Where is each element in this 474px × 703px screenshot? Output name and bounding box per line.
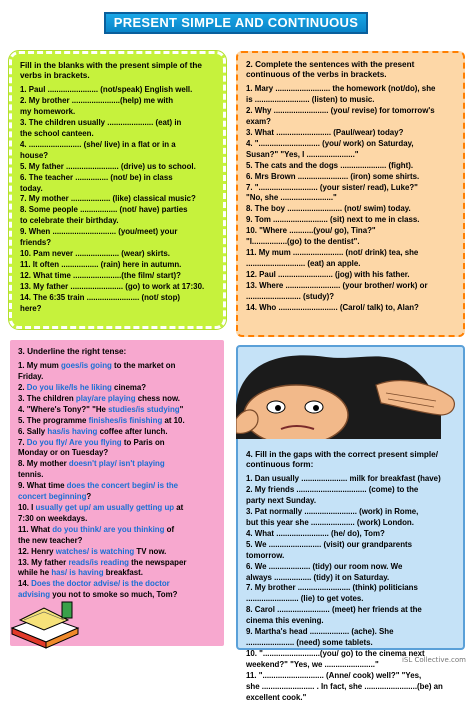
exercise-line: tomorrow. xyxy=(246,550,285,560)
line-text: of xyxy=(164,524,175,534)
exercise-line: 6. We ................... (tidy) our room now. We xyxy=(246,561,403,571)
exercise-line: 10. "Where ...........(you/ go), Tina?" xyxy=(246,226,376,236)
line-text: the new teacher? xyxy=(18,535,83,545)
exercise-line: 14. Who ........................... (Carol/ talk) to, Alan? xyxy=(246,302,419,312)
exercise-line: ......................... (study)? xyxy=(246,291,335,301)
tense-option[interactable]: concert beginning xyxy=(18,492,87,502)
exercise-line: ........................... (eat) an apple. xyxy=(246,258,361,268)
exercise-line xyxy=(18,525,218,536)
exercise-line: friends? xyxy=(20,238,52,248)
line-text: 2. xyxy=(18,383,27,393)
tense-option[interactable]: studies/is studying xyxy=(108,404,180,414)
line-text: the newspaper xyxy=(128,557,187,567)
tense-option[interactable]: advising xyxy=(18,590,51,600)
exercise-line: 7. My mother .................. (like) classical music? xyxy=(20,194,196,204)
exercise-line: 3. Pat normally ........................ (work) in Rome, xyxy=(246,507,419,517)
line-text: 1. My mum xyxy=(18,361,61,371)
exercise-3-lines xyxy=(18,361,218,601)
tense-option[interactable]: finishes/is finishing xyxy=(88,415,163,425)
line-text: 12. Henry xyxy=(18,546,56,556)
exercise-line: 2. My brother ......................(help) me with xyxy=(20,96,174,106)
line-text: " xyxy=(179,404,184,414)
line-text: Monday or on Tuesday? xyxy=(18,448,109,458)
line-text: 11. What xyxy=(18,524,53,534)
tense-option[interactable]: doesn't play/ isn't playing xyxy=(68,459,165,469)
exercise-line: exam? xyxy=(246,117,272,127)
line-text: TV now. xyxy=(134,546,167,556)
exercise-line: 5. My father ........................ (drive) us to school. xyxy=(20,161,196,171)
line-text: 6. Sally xyxy=(18,426,48,436)
exercise-line: my homework. xyxy=(20,107,76,117)
exercise-line xyxy=(18,503,218,514)
line-text: 9. What time xyxy=(18,481,67,491)
tense-option[interactable]: has/is having xyxy=(47,426,98,436)
exercise-line: 9. Martha's head .................. (ache). She xyxy=(246,627,394,637)
exercise-line: 6. The teacher ............... (not/ be) in class xyxy=(20,172,173,182)
exercise-line: 12. What time ......................(the film/ start)? xyxy=(20,270,181,280)
exercise-line xyxy=(18,579,218,590)
line-text: 10. I xyxy=(18,502,36,512)
tense-option[interactable]: play/are playing xyxy=(75,393,136,403)
exercise-line xyxy=(18,481,218,492)
exercise-1-instruction: Fill in the blanks with the present simple of the verbs in brackets. xyxy=(20,61,202,81)
tense-option[interactable]: usually get up/ am usually getting up xyxy=(35,502,175,512)
exercise-line: 5. We ........................ (visit) our grandparents xyxy=(246,539,413,549)
line-text: to the market on xyxy=(111,361,176,371)
exercise-line: 7. "........................... (your sister/ read), Luke?" xyxy=(246,182,418,192)
line-text: 7:30 on weekdays. xyxy=(18,513,88,523)
exercise-4-instruction: 4. Fill in the gaps with the correct present simple/ continuous form: xyxy=(246,450,438,470)
exercise-line xyxy=(18,568,218,579)
exercise-line: the school canteen. xyxy=(20,129,94,139)
line-text: cinema? xyxy=(111,383,147,393)
exercise-line: 14. The 6:35 train ........................ (not/ stop) xyxy=(20,292,181,302)
tense-option[interactable]: Does the doctor advise/ is the doctor xyxy=(31,579,170,589)
line-text: you not to smoke so much, Tom? xyxy=(50,590,178,600)
line-text: coffee after lunch. xyxy=(97,426,168,436)
exercise-line: 3. What ......................... (Paul/wear) today? xyxy=(246,128,404,138)
exercise-line: 4. ........................ (she/ live) in a flat or in a xyxy=(20,139,176,149)
exercise-line: excellent cook." xyxy=(246,692,307,702)
exercise-line xyxy=(18,394,218,405)
exercise-line: 4. "............................ (you/ work) on Saturday, xyxy=(246,138,414,148)
exercise-line xyxy=(18,416,218,427)
exercise-1-lines xyxy=(20,85,217,314)
exercise-line: 9. Tom ......................... (sit) next to me in class. xyxy=(246,215,420,225)
exercise-2-panel xyxy=(236,51,465,337)
exercise-line xyxy=(18,405,218,416)
exercise-line xyxy=(18,448,218,459)
page-title: PRESENT SIMPLE AND CONTINUOUS xyxy=(104,12,368,34)
exercise-line: weekend?" "Yes, we ......................." xyxy=(246,659,379,669)
exercise-line: ...................... (need) some tablets. xyxy=(246,638,373,647)
exercise-line: 13. Where ......................... (your brother/ work) or xyxy=(246,280,428,290)
exercise-line: today. xyxy=(20,183,43,193)
line-text: 7. xyxy=(18,437,27,447)
exercise-line xyxy=(18,470,218,481)
exercise-line: 2. Why ......................... (you/ revise) for tomorrow's xyxy=(246,106,435,116)
exercise-line: is ......................... (listen) to music. xyxy=(246,95,375,105)
exercise-line: 3. The children usually ..................... (eat) in xyxy=(20,118,182,128)
line-text: while he xyxy=(18,568,52,578)
line-text: to Paris on xyxy=(121,437,165,447)
exercise-2-instruction: 2. Complete the sentences with the present continuous of the verbs in brackets. xyxy=(246,60,415,80)
line-text: Friday. xyxy=(18,372,44,382)
line-text: 13. My father xyxy=(18,557,69,567)
exercise-line: 8. Some people ................. (not/ have) parties xyxy=(20,205,188,215)
exercise-line xyxy=(18,383,218,394)
line-text: ? xyxy=(86,492,92,502)
exercise-line: 12. Paul ......................... (jog) with his father. xyxy=(246,269,410,279)
line-text: 8. My mother xyxy=(18,459,69,469)
line-text: 5. The programme xyxy=(18,415,89,425)
line-text: at 10. xyxy=(162,415,185,425)
exercise-line xyxy=(18,514,218,525)
exercise-line xyxy=(18,558,218,569)
tense-option[interactable]: goes/is going xyxy=(60,361,112,371)
tense-option[interactable]: Do you like/Is he liking xyxy=(26,383,112,393)
line-text: 4. "Where's Tony?" "He xyxy=(18,404,109,414)
exercise-3-instruction: 3. Underline the right tense: xyxy=(18,347,127,356)
tense-option[interactable]: Do you fly/ Are you flying xyxy=(26,437,122,447)
exercise-line: 1. Mary ......................... the homework (not/do), she xyxy=(246,84,436,94)
line-text: tennis. xyxy=(18,470,44,480)
exercise-line: here? xyxy=(20,303,42,313)
exercise-line: 5. The cats and the dogs ..................... (fight). xyxy=(246,160,414,170)
exercise-4-lines xyxy=(246,474,457,703)
exercise-line xyxy=(18,536,218,547)
exercise-line: 10. Pam never .................... (wear) skirts. xyxy=(20,249,170,258)
exercise-line: 8. The boy ......................... (not/ swim) today. xyxy=(246,204,411,214)
tense-option[interactable]: watches/ is watching xyxy=(55,546,135,556)
exercise-line: 11. "............................ (Anne/ cook) well?" "Yes, xyxy=(246,670,422,680)
line-text: chess now. xyxy=(135,393,180,403)
exercise-line: "I................(go) to the dentist". xyxy=(246,237,360,247)
line-text: 3. The children xyxy=(18,393,76,403)
tense-option[interactable]: does the concert begin/ is the xyxy=(66,481,179,491)
exercise-line: cinema this evening. xyxy=(246,616,324,626)
exercise-line: 11. My mum ....................... (not/ drink) tea, she xyxy=(246,248,419,257)
exercise-line: 6. Mrs Brown ....................... (iron) some shirts. xyxy=(246,171,420,181)
exercise-line xyxy=(18,459,218,470)
exercise-line xyxy=(18,438,218,449)
exercise-line: she ........................ . In fact, she ........................(be) an xyxy=(246,681,443,691)
line-text: 14. xyxy=(18,579,32,589)
exercise-line: ........................ (lie) to get votes. xyxy=(246,594,364,604)
tense-option[interactable]: reads/is reading xyxy=(68,557,129,567)
exercise-line: 10. "..........................(you/ go) to the cinema next xyxy=(246,648,425,658)
exercise-line: party next Sunday. xyxy=(246,496,317,506)
exercise-line: 7. My brother ........................ (think) politicians xyxy=(246,583,418,593)
books-illustration xyxy=(10,598,80,650)
exercise-line xyxy=(18,547,218,558)
exercise-line: 1. Dan usually ..................... milk for breakfast (have) xyxy=(246,474,441,484)
line-text: breakfast. xyxy=(103,568,143,578)
watermark: iSL Collective.com xyxy=(401,656,466,664)
exercise-line: 2. My friends ................................ (come) to the xyxy=(246,485,419,495)
exercise-2-lines xyxy=(246,84,457,313)
tense-option[interactable]: has/ is having xyxy=(51,568,104,578)
exercise-line: but this year she .................... (work) London. xyxy=(246,518,414,528)
exercise-line: 4. What ........................ (he/ do), Tom? xyxy=(246,528,385,538)
exercise-line: 8. Carol ........................ (meet) her friends at the xyxy=(246,605,422,615)
exercise-line: 11. It often ................. (rain) here in autumn. xyxy=(20,259,182,269)
exercise-line xyxy=(18,492,218,503)
exercise-line: house? xyxy=(20,150,49,160)
exercise-line: 1. Paul ....................... (not/speak) English well. xyxy=(20,85,193,95)
exercise-line: always ................. (tidy) it on Saturday. xyxy=(246,572,390,582)
exercise-line: to celebrate their birthday. xyxy=(20,216,119,226)
exercise-line xyxy=(18,361,218,372)
cartoon-person-illustration xyxy=(236,345,465,439)
exercise-line: 13. My father ........................ (go) to work at 17:30. xyxy=(20,281,205,291)
tense-option[interactable]: do you think/ are you thinking xyxy=(52,524,165,534)
line-text: at xyxy=(174,502,184,512)
exercise-line: Susan?" "Yes, I ......................" xyxy=(246,149,359,159)
exercise-line xyxy=(18,427,218,438)
exercise-1-panel xyxy=(9,51,226,329)
exercise-line: 9. When ............................. (you/meet) your xyxy=(20,227,178,237)
exercise-line xyxy=(18,372,218,383)
exercise-line: "No, she ........................" xyxy=(246,193,337,203)
